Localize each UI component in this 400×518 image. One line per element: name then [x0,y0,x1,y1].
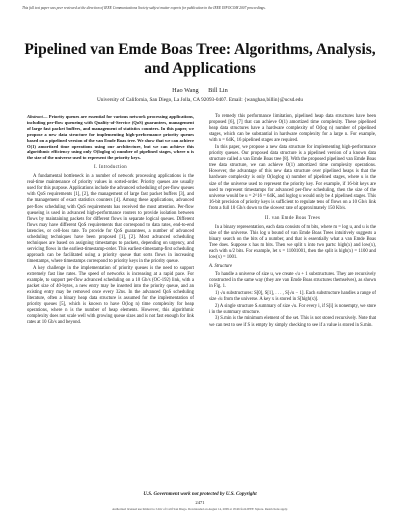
structure-paragraph-1: To handle a universe of size u, we create √u + 1 substructures. They are recursively constructed in the same way (they are van Emde Boas structures themselves), as shown in Fig. 1. [209,272,376,290]
structure-list [209,291,376,328]
left-column [27,114,194,327]
government-notice: U.S. Government work not protected by U.S. Copyright [143,492,257,497]
license-notice: Authorized licensed use limited to: Univ of Calif San Diego. Downloaded on August 14, 2009 at 18:46 from IEEE Xplore. Restrictions apply. [112,507,288,511]
section-heading-introduction: I. Introduction [94,165,127,171]
header-notice: This full text paper was peer reviewed at the direction of IEEE Communications Society subject matter experts for publication in the IEEE INFOCOM 2007 proceedings. [22,6,266,10]
page-number: 2471 [195,500,205,505]
structure-list-item: 1) √u substructures: S[0], S[1], . . . , S[√u − 1]. Each substructure handles a range of size √u from the universe. A key x is stored in S[high(x)]. [209,291,376,303]
intro-paragraph-2: A key challenge in the implementation of priority queues is the need to support extremely fast line rates. The speed of networks is increasing at a rapid pace. For example, to support per-flow advanced scheduling on a 10 Gb/s (OC-192) link, with a packet size of 40-bytes, a new entry may be inserted into the priority queue, and an existing entry may be removed once every 32ns. In the advanced QoS scheduling literature, often a binary heap data structure is assumed for the implementation of priority queues [5], which is known to have O(log n) time complexity for heap operations, where n is the number of heap elements. However, this algorithmic complexity does not scale well with growing queue sizes and is not fast enough for link rates at 10 Gb/s and beyond. [27,266,194,326]
paper-title: Pipelined van Emde Boas Tree: Algorithms, Analysis, and Applications [24,41,376,77]
structure-list-item: 2) A single structure S.summary of size √u. For every i, if S[i] is nonempty, we store i in the summary structure. [209,303,376,315]
right-column [209,114,376,329]
abstract [27,114,194,161]
veb-paragraph-1: In a binary representation, each data consists of m bits, where m = log u, and u is the size of the universe. This log u bound of van Emde Boas Trees intuitively suggests a binary search on the bits of a number, and that is essentially what a van Emde Boas Tree does. Suppose x has m bits. Then we split x into two parts: high(x) and low(x), each with u/2 bits. For example, let x = 11001001, then the split is high(x) = 1100 and low(x) = 1001. [209,224,376,261]
right-paragraph-2: In this paper, we propose a new data structure for implementing high-performance priority queues. Our proposed data structure is a pipelined version of a known data structure called a van Emde Boas tree [8]. With the proposed pipelined van Emde Boas tree data structure, we can achieve O(1) amortized time complexity operations. However, the advantage of this new data structure over pipelined heaps is that the hardware complexity is only O(loglog u) number of pipelined stages, where u is the size of the universe used to represent the priority key. For example, if 16-bit keys are used to represent timestamps for advanced per-flow scheduling, then the size of the universe would be u = 2^16 = 64K, and loglog u would only be 4 pipelined stages. This 16-bit precision of priority keys is sufficient to regulate tens of flows on a 10 Gb/s link from a full 10 Gb/s down to the slowest rate of approximately 150 Kb/s. [209,145,376,211]
structure-list-item: 3) S.min is the minimum element of the set. This is not stored recursively. Note that we can test to see if S is empty by simply checking to see if a value is stored in S.min. [209,316,376,328]
right-paragraph-1: To remedy this performance limitation, pipelined heap data structures have been proposed [6], [7] that can achieve O(1) amortized time complexity. These pipelined heap data structures have a hardware complexity of O(log n) number of pipelined stages, which can be substantial in hardware complexity for a large n. For example, with n = 64K, 16 pipelined stages are required. [209,114,376,144]
subsection-heading-structure: A. Structure [209,264,233,270]
authors: Hao Wang Bill Lin [172,87,228,94]
intro-paragraph-1: A fundamental bottleneck in a number of network processing applications is the real-time maintenance of priority values in sorted-order. Priority queues are usually used for this purpose. Applications include the advanced scheduling of per-flow queues with QoS requirements [1], [2], the management of large fast packet buffers [3], and the management of exact statistics counters [4]. Among these applications, advanced per-flow scheduling with QoS requirements has received the most attention. Per-flow queueing is used in advanced high-performance routers to provide isolation between flows by maintaining packets for different flows in separate logical queues. Different flows may have different QoS requirements that correspond to data rates, end-to-end latencies, or cell-loss rate. To provide for QoS guarantees, a number of advanced scheduling techniques have been proposed [1], [2]. Most advanced scheduling techniques are based on assigning timestamps to packets, depending on urgency, and servicing flows in the earliest-timestamp-order. This earliest-timestamp-first scheduling approach can be facilitated using a priority queue that sorts flows in increasing timestamps, where timestamps correspond to priority keys in the priority queue. [27,174,194,264]
section-heading-veb: II. van Emde Boas Trees [264,215,321,221]
affiliation: University of California, San Diego, La Jolla, CA 92093-0407. Email: {wanghao,billin}@ucsd.edu [97,97,303,103]
abstract-lead: Abstract [27,114,43,119]
abstract-text: — Priority queues are essential for various network processing applications, including per-flow queueing with Quality-of-Service (QoS) guarantees, management of large fast packet buffers, and management of statistics counters. In this paper, we propose a new data structure for implementing high-performance priority queues based on a pipelined version of the van Emde Boas tree. We show that we can achieve O(1) amortized time operations using our architecture, but we can achieve this algorithmic efficiency using only O(loglog u) number of pipelined stages, where u is the size of the universe used to represent the priority keys. [27,114,194,161]
